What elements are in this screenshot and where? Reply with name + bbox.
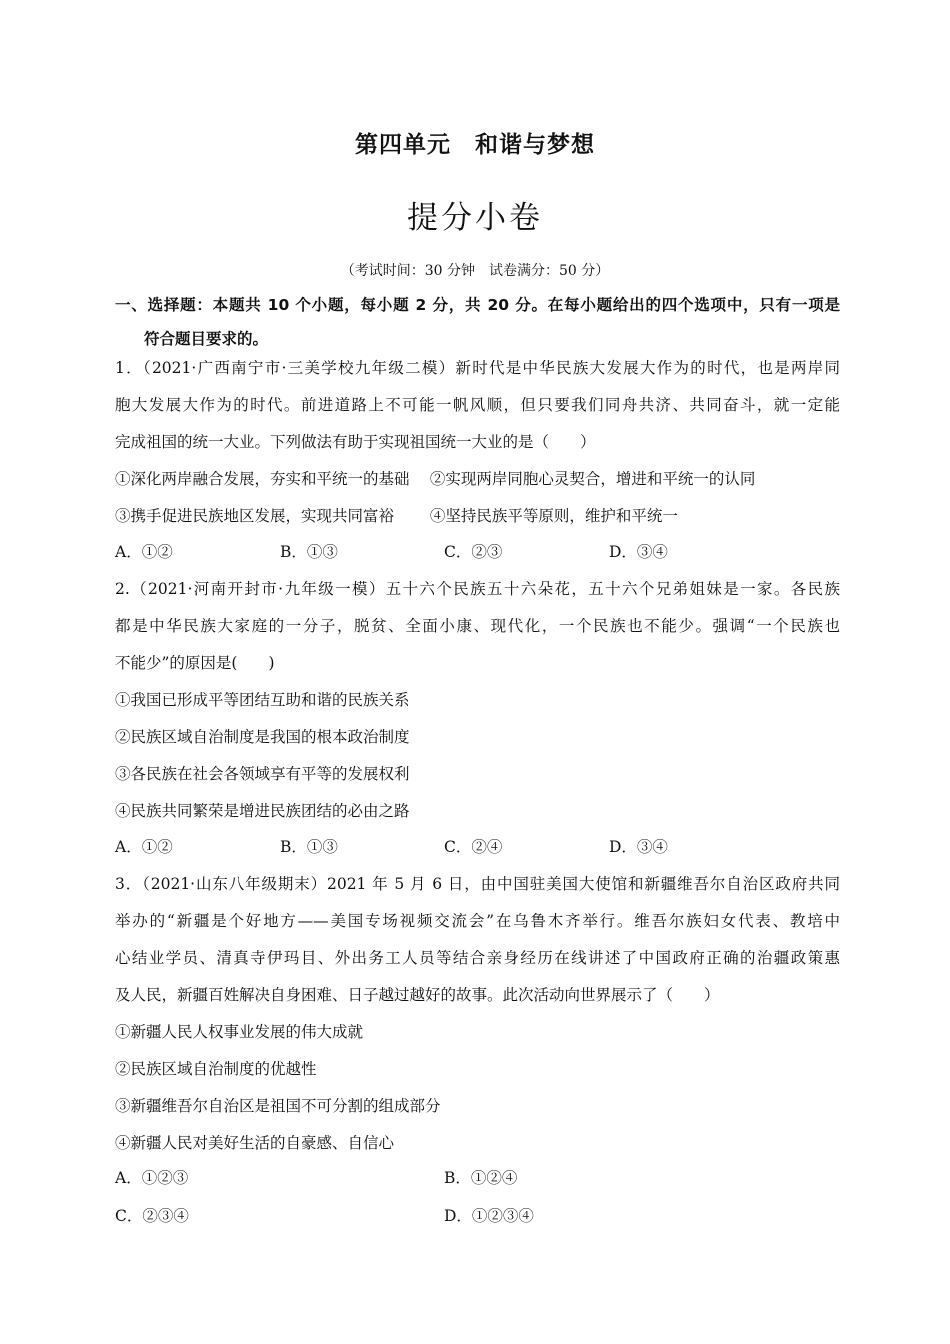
question-3-option-a: A．①②③ xyxy=(115,1169,189,1187)
question-2-statement-2: ②民族区域自治制度是我国的根本政治制度 xyxy=(115,728,410,746)
question-2-statement-3: ③各民族在社会各领域享有平等的发展权利 xyxy=(115,765,410,783)
question-2-statement-1: ①我国已形成平等团结互助和谐的民族关系 xyxy=(115,691,410,709)
question-2-option-c: C．②④ xyxy=(444,838,503,856)
question-3-stem-line-1: 3．（2021·山东八年级期末）2021 年 5 月 6 日，由中国驻美国大使馆和新疆维吾尔自治区政府共同 xyxy=(115,875,840,893)
paper-title: 提分小卷 xyxy=(407,200,543,236)
question-1-option-d: D．③④ xyxy=(609,543,668,561)
question-1-option-c: C．②③ xyxy=(444,543,503,561)
question-3-statement-1: ①新疆人民人权事业发展的伟大成就 xyxy=(115,1023,364,1041)
question-2-stem-line-2: 都是中华民族大家庭的一分子，脱贫、全面小康、现代化，一个民族也不能少。强调“一个民族也 xyxy=(115,617,840,635)
section-heading-line-1: 一、选择题：本题共 10 个小题，每小题 2 分，共 20 分。在每小题给出的四个选项中，只有一项是 xyxy=(115,296,840,314)
question-3-stem-line-2: 举办的“新疆是个好地方——美国专场视频交流会”在乌鲁木齐举行。维吾尔族妇女代表、教培中 xyxy=(115,912,840,930)
question-3-option-d: D．①②③④ xyxy=(444,1207,534,1225)
question-1-option-b: B．①③ xyxy=(280,543,338,561)
unit-title: 第四单元 和谐与梦想 xyxy=(355,132,595,158)
question-3-statement-3: ③新疆维吾尔自治区是祖国不可分割的组成部分 xyxy=(115,1097,441,1115)
question-3-stem-line-4: 及人民，新疆百姓解决自身困难、日子越过越好的故事。此次活动向世界展示了（ ） xyxy=(115,986,720,1004)
question-2-option-d: D．③④ xyxy=(609,838,668,856)
question-2-stem-line-3: 不能少”的原因是( ) xyxy=(115,654,275,672)
question-1-stem-line-3: 完成祖国的统一大业。下列做法有助于实现祖国统一大业的是（ ） xyxy=(115,433,596,451)
question-2-option-b: B．①③ xyxy=(280,838,338,856)
question-1-statement-row-2: ③携手促进民族地区发展，实现共同富裕 ④坚持民族平等原则，维护和平统一 xyxy=(115,507,678,525)
question-1-stem-line-1: 1．（2021·广西南宁市·三美学校九年级二模）新时代是中华民族大发展大作为的时代，也是两岸同 xyxy=(115,359,840,377)
question-3-stem-line-3: 心结业学员、清真寺伊玛目、外出务工人员等结合亲身经历在线讲述了中国政府正确的治疆政策惠 xyxy=(115,949,840,967)
question-1-option-a: A．①② xyxy=(115,543,173,561)
question-3-statement-2: ②民族区域自治制度的优越性 xyxy=(115,1060,317,1078)
exam-info: （考试时间：30 分钟 试卷满分：50 分） xyxy=(340,263,610,279)
question-3-statement-4: ④新疆人民对美好生活的自豪感、自信心 xyxy=(115,1134,395,1152)
question-1-statement-row-1: ①深化两岸融合发展，夯实和平统一的基础 ②实现两岸同胞心灵契合，增进和平统一的认同 xyxy=(115,470,756,488)
question-2-option-a: A．①② xyxy=(115,838,173,856)
section-heading-line-2: 符合题目要求的。 xyxy=(144,330,269,348)
question-2-stem-line-1: 2.（2021·河南开封市·九年级一模）五十六个民族五十六朵花，五十六个兄弟姐妹是一家。各民族 xyxy=(115,580,840,598)
question-2-statement-4: ④民族共同繁荣是增进民族团结的必由之路 xyxy=(115,802,410,820)
question-1-stem-line-2: 胞大发展大作为的时代。前进道路上不可能一帆风顺，但只要我们同舟共济、共同奋斗，就一定能 xyxy=(115,396,840,414)
question-3-option-c: C．②③④ xyxy=(115,1207,189,1225)
question-3-option-b: B．①②④ xyxy=(444,1169,518,1187)
